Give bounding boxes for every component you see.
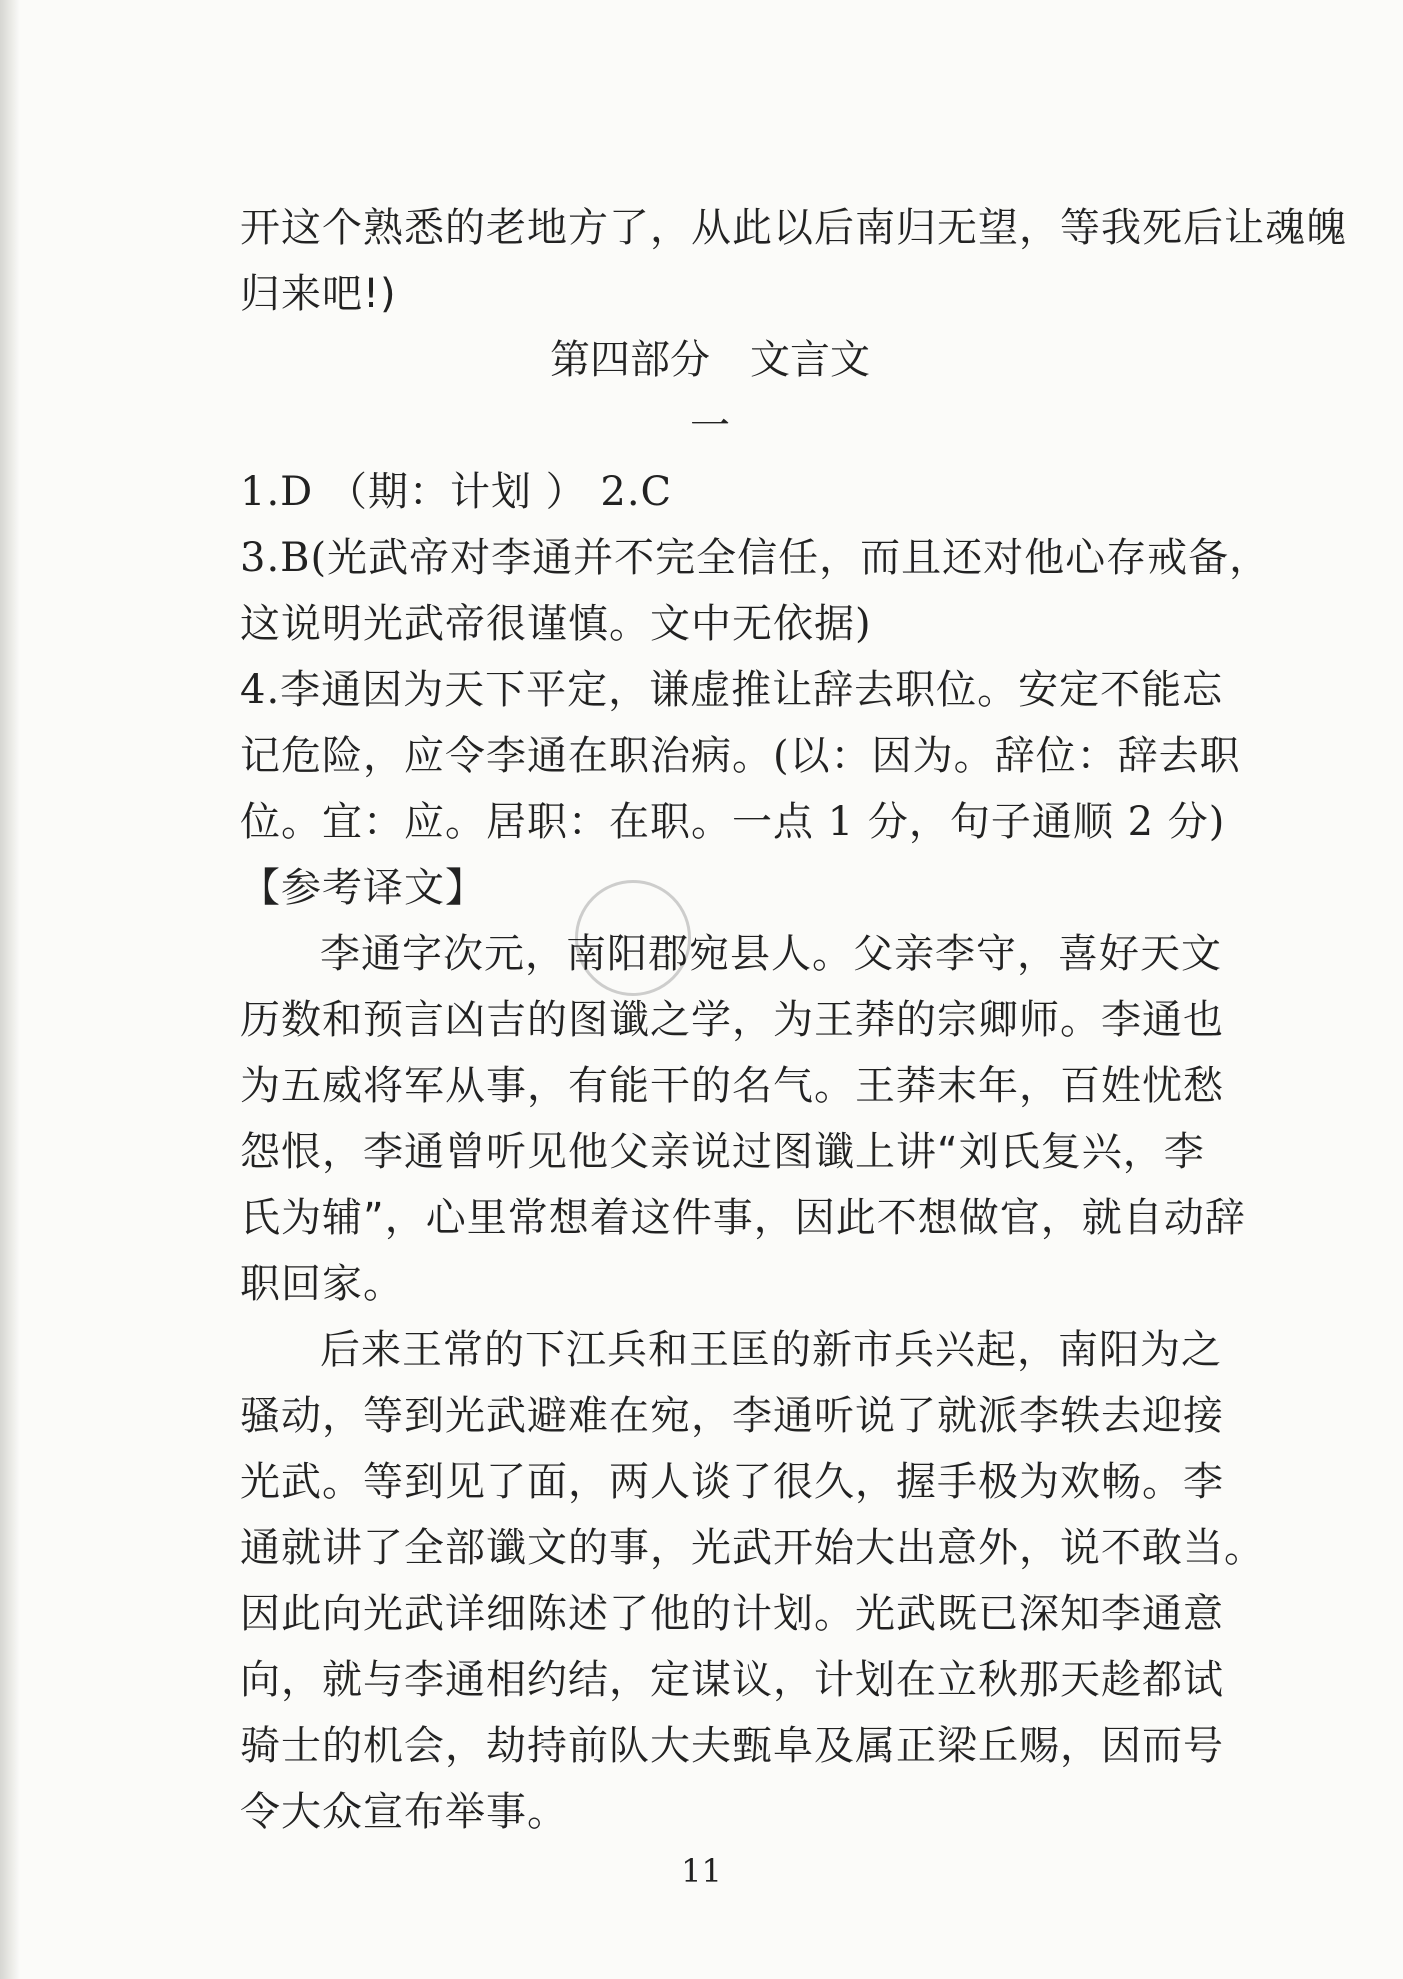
answer-line: 位。宜：应。居职：在职。一点 1 分，句子通顺 2 分) [240, 799, 1226, 845]
lead-in-line-2: 归来吧!) [240, 271, 397, 317]
answer-key [240, 459, 1271, 855]
page-left-edge-shadow [0, 0, 20, 1979]
translation-line: 怨恨，李通曾听见他父亲说过图谶上讲“刘氏复兴，李 [240, 1129, 1205, 1175]
answer-line: 4.李通因为天下平定，谦虚推让辞去职位。安定不能忘 [240, 667, 1224, 713]
section-title [240, 327, 1180, 393]
section-subtitle: 一 [690, 403, 730, 449]
answer-line: 记危险，应令李通在职治病。(以：因为。辞位：辞去职 [240, 733, 1241, 779]
answer-line: 这说明光武帝很谨慎。文中无依据) [240, 601, 872, 647]
translation-line: 李通字次元，南阳郡宛县人。父亲李守，喜好天文 [320, 931, 1222, 977]
reference-translation-label: 【参考译文】 [240, 865, 486, 911]
translation-line: 为五威将军从事，有能干的名气。王莽末年，百姓忧愁 [240, 1063, 1224, 1109]
answer-line: 1.D （期：计划 ） 2.C [240, 469, 673, 515]
answer-line: 3.B(光武帝对李通并不完全信任，而且还对他心存戒备， [240, 535, 1271, 581]
translation-line: 令大众宣布举事。 [240, 1789, 568, 1835]
translation-line: 向，就与李通相约结，定谋议，计划在立秋那天趁都试 [240, 1657, 1224, 1703]
section-title-part1: 第四部分 [550, 337, 710, 383]
page-content [240, 195, 1347, 1845]
page-number: 11 [681, 1852, 722, 1890]
section-title-part2: 文言文 [750, 337, 870, 383]
translation-line: 因此向光武详细陈述了他的计划。光武既已深知李通意 [240, 1591, 1224, 1637]
translation-line: 骚动，等到光武避难在宛，李通听说了就派李轶去迎接 [240, 1393, 1224, 1439]
translation-paragraph-1 [240, 921, 1246, 1317]
translation-line: 职回家。 [240, 1261, 404, 1307]
translation-line: 通就讲了全部谶文的事，光武开始大出意外，说不敢当。 [240, 1525, 1265, 1571]
translation-line: 后来王常的下江兵和王匡的新市兵兴起，南阳为之 [320, 1327, 1222, 1373]
translation-line: 骑士的机会，劫持前队大夫甄阜及属正梁丘赐，因而号 [240, 1723, 1224, 1769]
translation-line: 氏为辅”，心里常想着这件事，因此不想做官，就自动辞 [240, 1195, 1246, 1241]
translation-line: 光武。等到见了面，两人谈了很久，握手极为欢畅。李 [240, 1459, 1224, 1505]
translation-line: 历数和预言凶吉的图谶之学，为王莽的宗卿师。李通也 [240, 997, 1224, 1043]
translation-paragraph-2 [240, 1317, 1265, 1845]
lead-in-line-1: 开这个熟悉的老地方了，从此以后南归无望，等我死后让魂魄 [240, 205, 1347, 251]
